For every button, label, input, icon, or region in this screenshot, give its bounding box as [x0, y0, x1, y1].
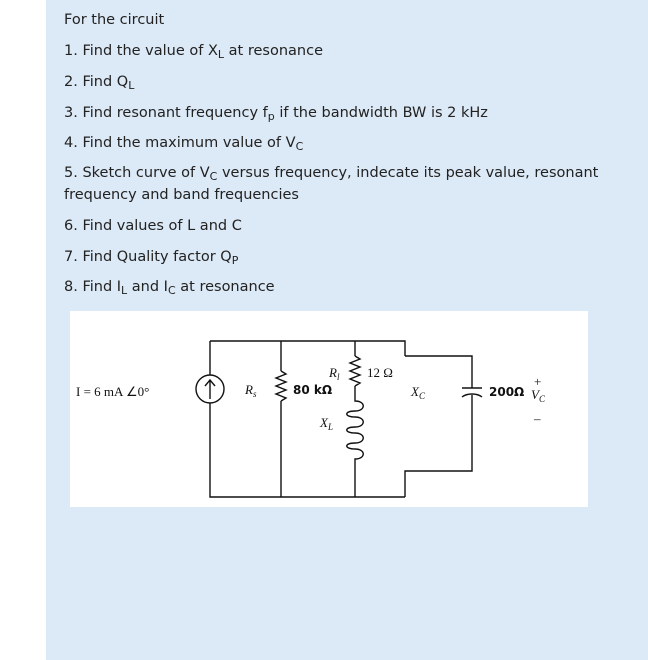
question-5: 5. Sketch curve of $V_C$ versus frequency, indecate its peak value, resonant	[64, 165, 599, 183]
rs-label: $R_s$	[245, 382, 257, 399]
vc-label: $V_C$	[531, 387, 545, 404]
question-3: 3. Find resonant frequency $f_p$ if the bandwidth BW is 2 kHz	[64, 105, 488, 123]
intro-text: For the circuit	[64, 12, 165, 28]
xl-label: $X_L$	[320, 415, 333, 432]
rl-resistor	[350, 356, 360, 386]
rl-value: 12 Ω	[367, 365, 393, 380]
question-1: 1. Find the value of $X_L$ at resonance	[64, 43, 323, 61]
question-7: 7. Find Quality factor $Q_P$	[64, 249, 239, 267]
circuit-svg	[70, 311, 588, 507]
circuit-diagram	[70, 311, 588, 507]
question-2: 2. Find $Q_L$	[64, 74, 135, 92]
wire-top-right	[281, 341, 405, 356]
question-8: 8. Find $I_L$ and $I_C$ at resonance	[64, 279, 275, 297]
inductor-coil	[347, 386, 364, 497]
wire-cap-bottom	[405, 395, 472, 497]
vc-plus: +	[534, 374, 542, 389]
source-label: I = 6 mA ∠0°	[76, 384, 150, 399]
question-6: 6. Find values of L and C	[64, 218, 242, 234]
xc-value: 200Ω	[489, 385, 525, 399]
question-4: 4. Find the maximum value of $V_C$	[64, 135, 304, 153]
vc-minus: –	[534, 411, 541, 426]
question-5-line2: frequency and band frequencies	[64, 187, 299, 203]
xc-label: $X_C$	[411, 384, 425, 401]
rs-resistor	[276, 371, 286, 401]
rs-value: 80 kΩ	[293, 383, 333, 397]
rl-label: $R_l$	[329, 365, 340, 382]
